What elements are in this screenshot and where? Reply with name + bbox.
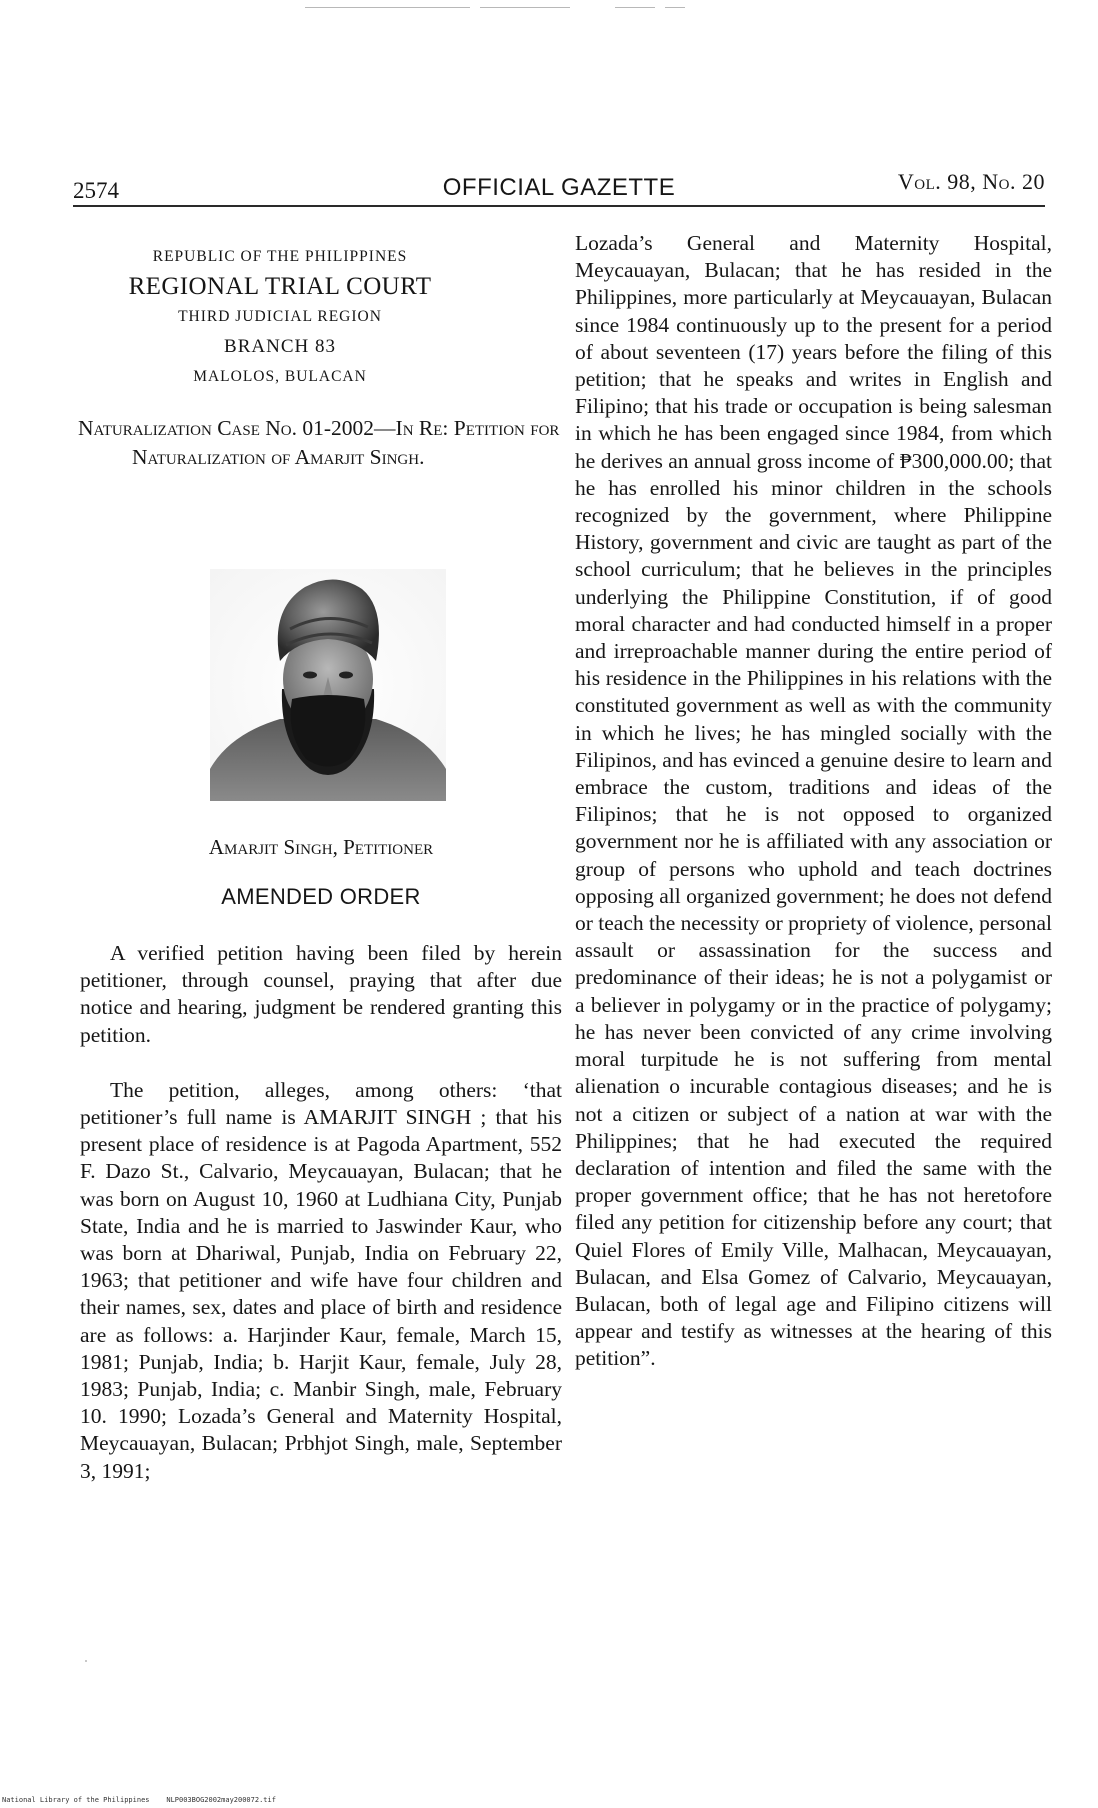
header-rule [73,205,1045,207]
paragraph-2-continued: Lozada’s General and Maternity Hospital, Meycauayan, Bulacan; that he has resided in the Philippines, more particularly at Meycauayan, Bulacan since 1984 continuously up to the present for a period of about seventeen (17) years before the filing of this petition; that he speaks and writes in English and Filipino; that his trade or occupation is being salesman in which he has been engaged since 1984, from which he derives an annual gross income of ₱300,000.00; that he has enrolled his minor children in the schools recognized by the government, where Philippine History, government and civic are taught as part of the school curriculum; that he believes in the principles underlying the Philippine Constitution, if of good moral character and had conducted himself in a proper and irreproachable manner during the entire period of his residence in the Philippines in his relations with the constituted government as well as with the community in which he lives; he has mingled socially with the Filipinos, and has evinced a genuine desire to learn and embrace the custom, traditions and ideas of the Filipinos; that he is not opposed to organized government nor he is affiliated with any association or group of persons who uphold and teach doctrines opposing all organized government; he does not defend or teach the necessity or propriety of violence, personal assault or assassination for the success and predominance of their ideas; he is not a polygamist or a believer in polygamy or in the practice of polygamy; he has never been convicted of any crime involving moral turpitude he is not suffering from mental alienation o incurable contagious diseases; and he is not a citizen or subject of a nation at war with the Philippines; that he had executed the required declaration of intention and filed the same with the proper government office; that he has not heretofore filed any petition for citizenship before any court; that Quiel Flores of Emily Ville, Malhacan, Meycauayan, Bulacan, and Elsa Gomez of Calvario, Meycauayan, Bulacan, both of legal age and Filipino citizens will appear and testify as witnesses at the hearing of this petition”. [575,231,1052,1371]
branch-line: BRANCH 83 [224,336,336,357]
republic-line: REPUBLIC OF THE PHILIPPINES [152,248,408,265]
region-line: THIRD JUDICIAL REGION [178,308,382,325]
scan-speck [85,1660,87,1662]
court-name: REGIONAL TRIAL COURT [128,273,432,300]
publication-title: OFFICIAL GAZETTE [442,174,676,201]
volume-number: Vol. 98, No. 20 [897,169,1045,194]
right-column [575,230,1052,1373]
scan-line [480,7,570,8]
case-title: Naturalization Case No. 01-2002—In Re: Petition for Naturalization of Amarjit Singh. [78,416,560,469]
scan-line [665,7,685,8]
paragraph-1: A verified petition having been filed by herein petitioner, through counsel, praying that after due notice and hearing, judgment be rendered granting this petition. [80,941,562,1047]
scan-line [305,7,470,8]
order-title: AMENDED ORDER [221,884,421,909]
paragraph-2: The petition, alleges, among others: ‘that petitioner’s full name is AMARJIT SINGH ; that his present place of residence is at Pagoda Apartment, 552 F. Dazo St., Calvario, Meycauayan, Bulacan; that he was born on August 10, 1960 at Ludhiana City, Punjab State, India and he is married to Jaswinder Kaur, who was born at Dhariwal, Punjab, India on February 22, 1963; that petitioner and wife have four children and their names, sex, dates and place of birth and residence are as follows: a. Harjinder Kaur, female, March 15, 1981; Punjab, India; b. Harjit Kaur, female, July 28, 1983; Punjab, India; c. Manbir Singh, male, February 10. 1990; Lozada’s General and Maternity Hospital, Meycauayan, Bulacan; Prbhjot Singh, male, September 3, 1991; [80,1077,562,1483]
court-block [45,242,515,392]
location-line: MALOLOS, BULACAN [193,368,367,385]
scan-line [615,7,655,8]
left-column [80,242,562,1485]
page-number: 2574 [73,178,119,203]
scan-footer: National Library of the Philippines NLP003BOG2002may200072.tif [2,1796,276,1804]
portrait-photo [210,569,446,801]
petitioner-portrait [210,569,446,801]
page-header [73,166,1045,206]
photo-caption: Amarjit Singh, Petitioner [208,835,434,859]
